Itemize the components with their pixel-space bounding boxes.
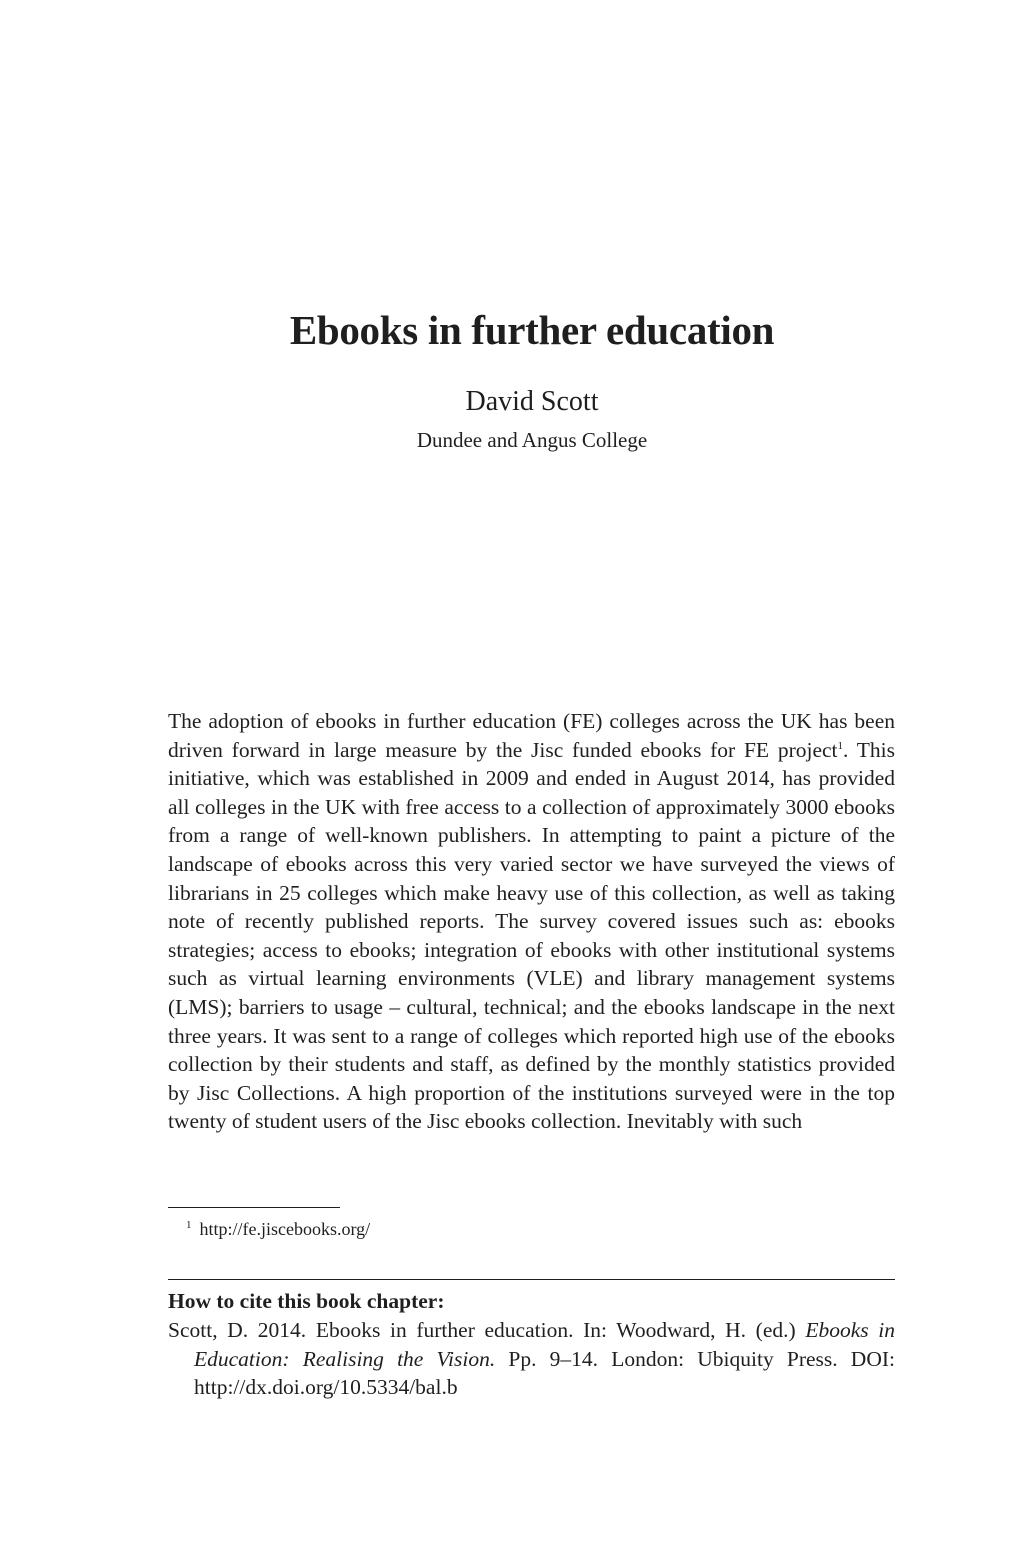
- body-text-before-note: The adoption of ebooks in further education (FE) colleges across the UK has been driven forward in large measure by the Jisc funded ebooks for FE project: [168, 709, 895, 762]
- citation-text-start: Scott, D. 2014. Ebooks in further education. In: Woodward, H. (ed.): [168, 1318, 806, 1342]
- body-text-after-note: . This initiative, which was established in 2009 and ended in August 2014, has provided all colleges in the UK with free access to a collection of approximately 3000 ebooks from a range of well-known publishers. In attempting to paint a picture of the landscape of ebooks across this very varied sector we have surveyed the views of librarians in 25 colleges which make heavy use of this collection, as well as taking note of recently published reports. The survey covered issues such as: ebooks strategies; access to ebooks; integration of ebooks with other institutional systems such as virtual learning environments (VLE) and library management systems (LMS); barriers to usage – cultural, technical; and the ebooks landscape in the next three years. It was sent to a range of colleges which reported high use of the ebooks collection by their students and staff, as defined by the monthly statistics provided by Jisc Collections. A high proportion of the institutions surveyed were in the top twenty of student users of the Jisc ebooks collection. Inevitably with such: [168, 737, 895, 1134]
- footnote-reference[interactable]: 1: [837, 739, 844, 752]
- footnote-number: 1: [186, 1219, 192, 1231]
- chapter-title: Ebooks in further education: [289, 307, 775, 353]
- body-paragraph: [168, 707, 895, 1136]
- citation-divider: [168, 1279, 895, 1280]
- footnote-link[interactable]: http://fe.jiscebooks.org/: [199, 1219, 371, 1239]
- footnote: [186, 1213, 370, 1241]
- citation-book-title: Ebooks in Education: Realising the Vision.: [194, 1318, 895, 1371]
- citation-heading: How to cite this book chapter:: [168, 1289, 445, 1313]
- author-affiliation: Dundee and Angus College: [416, 428, 648, 452]
- citation-text-end: Pp. 9–14. London: Ubiquity Press. DOI: http://dx.doi.org/10.5334/bal.b: [194, 1346, 895, 1400]
- author-name: David Scott: [465, 386, 599, 417]
- citation-text: [168, 1316, 895, 1402]
- footnote-divider: [168, 1207, 340, 1208]
